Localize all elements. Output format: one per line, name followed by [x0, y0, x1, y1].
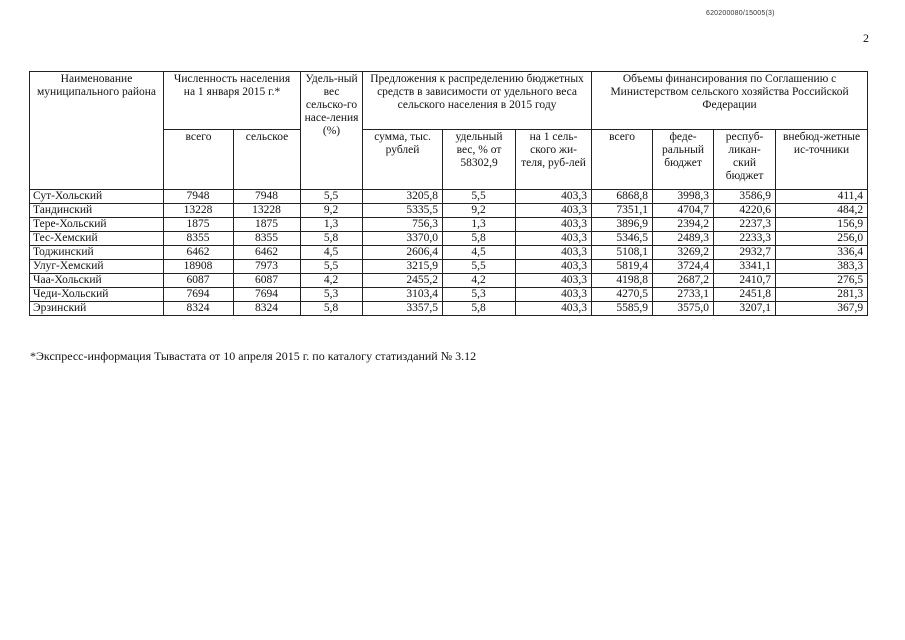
table-cell: 2455,2: [363, 274, 443, 288]
table-cell: 8355: [164, 232, 234, 246]
table-cell: 2410,7: [714, 274, 776, 288]
table-cell: 403,3: [516, 190, 592, 204]
table-cell: 411,4: [776, 190, 868, 204]
table-cell: 3586,9: [714, 190, 776, 204]
table-row: [30, 274, 868, 288]
header-funding-group: Объемы финансирования по Соглашению с Министерством сельского хозяйства Российской Федерации: [592, 72, 868, 130]
table-cell: 3269,2: [653, 246, 714, 260]
table-cell: 3724,4: [653, 260, 714, 274]
table-cell: 5,5: [443, 260, 516, 274]
table-cell: 3357,5: [363, 302, 443, 316]
table-cell: 5,8: [443, 232, 516, 246]
table-cell: 403,3: [516, 246, 592, 260]
table-cell: 7351,1: [592, 204, 653, 218]
table-cell: 2237,3: [714, 218, 776, 232]
table-cell: 13228: [234, 204, 301, 218]
table-cell: 4,5: [443, 246, 516, 260]
table-row: [30, 232, 868, 246]
table-row: [30, 302, 868, 316]
district-name-cell: Тоджинский: [30, 246, 164, 260]
district-name-cell: Тере-Хольский: [30, 218, 164, 232]
table-cell: 5335,5: [363, 204, 443, 218]
table-cell: 756,3: [363, 218, 443, 232]
table-cell: 1875: [234, 218, 301, 232]
table-cell: 281,3: [776, 288, 868, 302]
table-cell: 2489,3: [653, 232, 714, 246]
table-cell: 3103,4: [363, 288, 443, 302]
table-cell: 403,3: [516, 260, 592, 274]
table-cell: 8355: [234, 232, 301, 246]
table-cell: 3341,1: [714, 260, 776, 274]
table-cell: 5346,5: [592, 232, 653, 246]
table-body: [30, 190, 868, 316]
table-cell: 2733,1: [653, 288, 714, 302]
table-cell: 5,8: [443, 302, 516, 316]
document-code: 620200080/15005(3): [706, 10, 775, 17]
table-cell: 2451,8: [714, 288, 776, 302]
table-cell: 6462: [234, 246, 301, 260]
table-cell: 3205,8: [363, 190, 443, 204]
table-cell: 5,5: [301, 260, 363, 274]
district-name-cell: Чеди-Хольский: [30, 288, 164, 302]
district-name-cell: Эрзинский: [30, 302, 164, 316]
header-funding-offbudget: внебюд-жетные ис-точники: [776, 130, 868, 190]
district-name-cell: Чаа-Хольский: [30, 274, 164, 288]
header-proposal-per-person: на 1 сель-ского жи-теля, руб-лей: [516, 130, 592, 190]
table-cell: 367,9: [776, 302, 868, 316]
table-cell: 403,3: [516, 302, 592, 316]
table-cell: 4,5: [301, 246, 363, 260]
table-cell: 4704,7: [653, 204, 714, 218]
table-cell: 484,2: [776, 204, 868, 218]
table-cell: 3998,3: [653, 190, 714, 204]
table-cell: 4220,6: [714, 204, 776, 218]
table-cell: 7948: [164, 190, 234, 204]
table-cell: 403,3: [516, 218, 592, 232]
table-row: [30, 260, 868, 274]
table-cell: 2606,4: [363, 246, 443, 260]
table-cell: 4,2: [443, 274, 516, 288]
header-funding-total: всего: [592, 130, 653, 190]
table-cell: 6462: [164, 246, 234, 260]
table-cell: 403,3: [516, 288, 592, 302]
table-cell: 2394,2: [653, 218, 714, 232]
table-cell: 5,5: [443, 190, 516, 204]
header-proposals-group: Предложения к распределению бюджетных средств в зависимости от удельного веса сельского населения в 2015 году: [363, 72, 592, 130]
table-cell: 2932,7: [714, 246, 776, 260]
table-cell: 403,3: [516, 232, 592, 246]
table-cell: 2687,2: [653, 274, 714, 288]
table-cell: 5,8: [301, 302, 363, 316]
header-district-name: Наименование муниципального района: [30, 72, 164, 190]
table-row: [30, 288, 868, 302]
table-cell: 403,3: [516, 274, 592, 288]
header-population-rural: сельское: [234, 130, 301, 190]
table-cell: 6868,8: [592, 190, 653, 204]
table-cell: 7948: [234, 190, 301, 204]
table-cell: 7694: [164, 288, 234, 302]
header-funding-republic: респуб-ликан-ский бюджет: [714, 130, 776, 190]
table-cell: 13228: [164, 204, 234, 218]
table-cell: 403,3: [516, 204, 592, 218]
table-cell: 4270,5: [592, 288, 653, 302]
table-cell: 9,2: [301, 204, 363, 218]
funding-table: [29, 71, 868, 316]
table-cell: 5,3: [301, 288, 363, 302]
table-cell: 276,5: [776, 274, 868, 288]
district-name-cell: Тес-Хемский: [30, 232, 164, 246]
page-number: 2: [863, 31, 869, 45]
table-row: [30, 190, 868, 204]
table-cell: 3207,1: [714, 302, 776, 316]
footnote: *Экспресс-информация Тывастата от 10 апреля 2015 г. по каталогу статизданий № 3.12: [30, 349, 477, 363]
table-cell: 8324: [234, 302, 301, 316]
table-cell: 5,3: [443, 288, 516, 302]
table-cell: 256,0: [776, 232, 868, 246]
table-row: [30, 204, 868, 218]
table-cell: 156,9: [776, 218, 868, 232]
header-proposal-sum: сумма, тыс. рублей: [363, 130, 443, 190]
table-cell: 4,2: [301, 274, 363, 288]
table-cell: 4198,8: [592, 274, 653, 288]
table-cell: 9,2: [443, 204, 516, 218]
table-cell: 1,3: [443, 218, 516, 232]
header-population-group: Численность населения на 1 января 2015 г.*: [164, 72, 301, 130]
district-name-cell: Тандинский: [30, 204, 164, 218]
header-rural-share: Удель-ный вес сельско-го насе-ления (%): [301, 72, 363, 190]
header-population-total: всего: [164, 130, 234, 190]
table-cell: 5,8: [301, 232, 363, 246]
district-name-cell: Улуг-Хемский: [30, 260, 164, 274]
table-cell: 8324: [164, 302, 234, 316]
table-cell: 5819,4: [592, 260, 653, 274]
table-cell: 3370,0: [363, 232, 443, 246]
table-cell: 5,5: [301, 190, 363, 204]
table-row: [30, 246, 868, 260]
district-name-cell: Сут-Хольский: [30, 190, 164, 204]
table-cell: 6087: [164, 274, 234, 288]
header-funding-federal: феде-ральный бюджет: [653, 130, 714, 190]
table-cell: 7973: [234, 260, 301, 274]
table-cell: 5585,9: [592, 302, 653, 316]
header-proposal-share: удельный вес, % от 58302,9: [443, 130, 516, 190]
table-cell: 5108,1: [592, 246, 653, 260]
table-cell: 6087: [234, 274, 301, 288]
table-cell: 1,3: [301, 218, 363, 232]
table-cell: 7694: [234, 288, 301, 302]
table-cell: 383,3: [776, 260, 868, 274]
table-cell: 18908: [164, 260, 234, 274]
table-cell: 3215,9: [363, 260, 443, 274]
table-cell: 3575,0: [653, 302, 714, 316]
table-cell: 336,4: [776, 246, 868, 260]
table-cell: 3896,9: [592, 218, 653, 232]
table-row: [30, 218, 868, 232]
table-cell: 2233,3: [714, 232, 776, 246]
table-cell: 1875: [164, 218, 234, 232]
